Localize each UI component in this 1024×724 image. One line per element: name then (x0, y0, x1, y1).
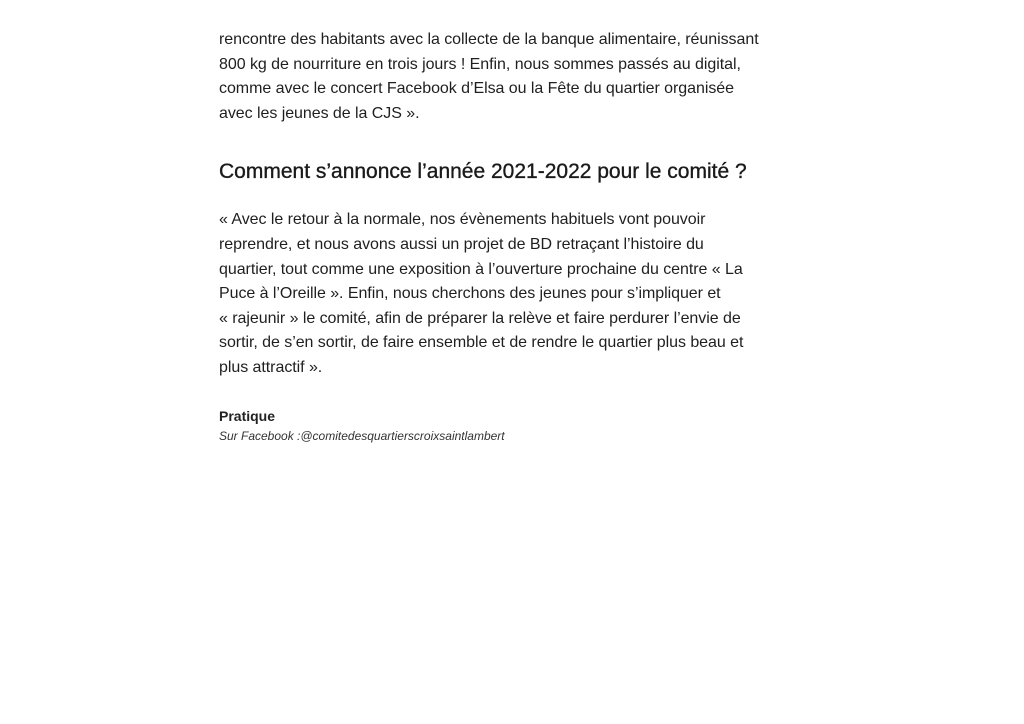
paragraph-line: plus attractif ». (219, 358, 323, 376)
paragraph-line: « Avec le retour à la normale, nos évènements habituels vont pouvoir (219, 211, 706, 229)
paragraph-line: Puce à l’Oreille ». Enfin, nous cherchons des jeunes pour s’impliquer et (219, 285, 721, 303)
pratique-facebook-text: Sur Facebook :@comitedesquartierscroixsaintlambert (219, 428, 505, 443)
answer-paragraph (219, 208, 819, 380)
paragraph-line: avec les jeunes de la CJS ». (219, 104, 420, 122)
pratique-title: Pratique (219, 407, 276, 424)
paragraph-line: quartier, tout comme une exposition à l’ouverture prochaine du centre « La (219, 260, 743, 278)
paragraph-line: « rajeunir » le comité, afin de préparer la relève et faire perdurer l’envie de (219, 309, 741, 327)
paragraph-line: reprendre, et nous avons aussi un projet de BD retraçant l’histoire du (219, 235, 704, 253)
paragraph-line: rencontre des habitants avec la collecte de la banque alimentaire, réunissant (219, 31, 759, 48)
article-body (219, 28, 819, 445)
intro-paragraph (219, 28, 819, 126)
paragraph-line: comme avec le concert Facebook d’Elsa ou la Fête du quartier organisée (219, 80, 735, 98)
paragraph-line: 800 kg de nourriture en trois jours ! Enfin, nous sommes passés au digital, (219, 55, 741, 73)
paragraph-line: sortir, de s’en sortir, de faire ensemble et de rendre le quartier plus beau et (219, 334, 744, 352)
section-heading: Comment s’annonce l’année 2021-2022 pour le comité ? (219, 160, 747, 184)
